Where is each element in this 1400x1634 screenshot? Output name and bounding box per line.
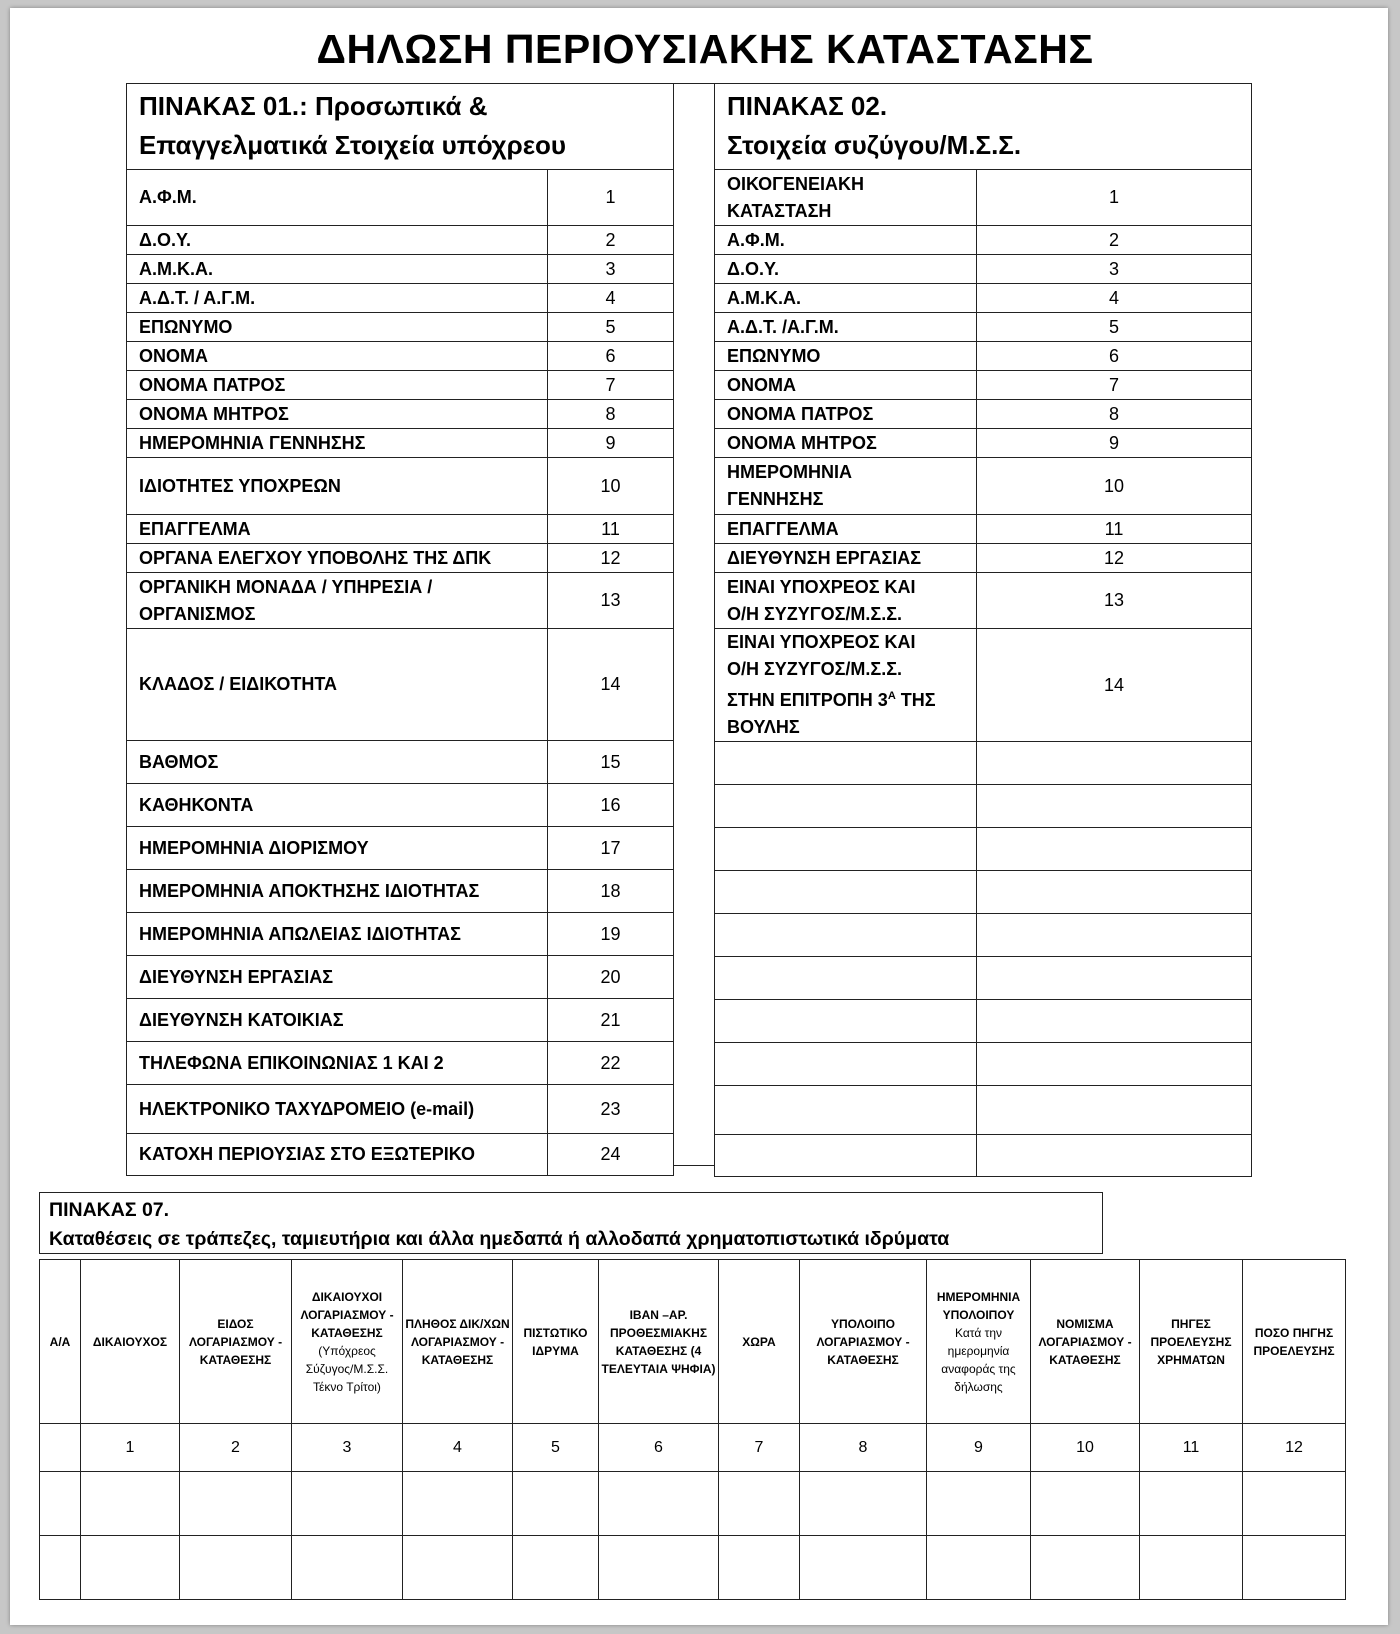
table-02-empty-row xyxy=(715,1135,1252,1177)
table-07-column-header xyxy=(40,1260,81,1424)
table-02-row-label-text: ΕΙΝΑΙ ΥΠΟΧΡΕΟΣ ΚΑΙ Ο/Η ΣΥΖΥΓΟΣ/Μ.Σ.Σ. ΣΤΗΝ ΕΠΙΤΡΟΠΗ 3 xyxy=(727,632,916,710)
table-01-row xyxy=(127,342,674,371)
table-01-row xyxy=(127,313,674,342)
table-07-column-number xyxy=(40,1424,81,1472)
table-07-column-header xyxy=(719,1260,800,1424)
table-02-row-number: 9 xyxy=(977,429,1252,458)
table-07-empty-cell[interactable] xyxy=(180,1472,292,1536)
table-02-row xyxy=(715,371,1252,400)
table-07-title xyxy=(39,1192,1103,1254)
table-01-row-label: ΕΠΩΝΥΜΟ xyxy=(127,313,548,342)
column-header-title: ΔΙΚΑΙΟΥΧΟΣ xyxy=(92,1334,168,1349)
table-01-title-line1: ΠΙΝΑΚΑΣ 01.: Προσωπικά & xyxy=(139,91,488,121)
table-07-empty-cell[interactable] xyxy=(719,1536,800,1600)
table-01-row-label: ΟΝΟΜΑ xyxy=(127,342,548,371)
column-header-title: ΠΛΗΘΟΣ ΔΙΚ/ΧΩΝ ΛΟΓΑΡΙΑΣΜΟΥ - ΚΑΤΑΘΕΣΗΣ xyxy=(405,1316,510,1367)
table-02-empty-cell[interactable] xyxy=(715,1043,977,1086)
table-07-column-number: 2 xyxy=(180,1424,292,1472)
table-02-row-label: Δ.Ο.Υ. xyxy=(715,255,977,284)
column-header-title: ΗΜΕΡΟΜΗΝΙΑ ΥΠΟΛΟΙΠΟΥ xyxy=(936,1289,1021,1322)
table-07-empty-row xyxy=(40,1536,1346,1600)
table-07-empty-cell[interactable] xyxy=(800,1472,927,1536)
table-02-empty-cell[interactable] xyxy=(715,914,977,957)
table-01-row xyxy=(127,999,674,1042)
table-02-row-number: 7 xyxy=(977,371,1252,400)
table-02-row-number: 6 xyxy=(977,342,1252,371)
table-02-row xyxy=(715,458,1252,515)
table-07-number-row xyxy=(40,1424,1346,1472)
table-07-column-header xyxy=(180,1260,292,1424)
table-02-row-label xyxy=(715,629,977,742)
table-07-empty-cell[interactable] xyxy=(180,1536,292,1600)
table-02-row xyxy=(715,255,1252,284)
column-header-note: (Υπόχρεος Σύζυγος/Μ.Σ.Σ. Τέκνο Τρίτοι) xyxy=(305,1343,389,1394)
table-02-empty-row xyxy=(715,957,1252,1000)
table-01-row xyxy=(127,255,674,284)
table-01-row-number: 18 xyxy=(548,870,674,913)
table-07-title-line2: Καταθέσεις σε τράπεζες, ταμιευτήρια και άλλα ημεδαπά ή αλλοδαπά χρηματοπιστωτικά ιδρύματα xyxy=(49,1228,950,1250)
table-02-row-number: 12 xyxy=(977,544,1252,573)
table-02-row-label: Α.Δ.Τ. /Α.Γ.Μ. xyxy=(715,313,977,342)
table-02-row-label: ΟΝΟΜΑ ΜΗΤΡΟΣ xyxy=(715,429,977,458)
table-07-empty-cell[interactable] xyxy=(1031,1536,1140,1600)
table-01-row-label: Α.Φ.Μ. xyxy=(127,170,548,226)
table-01-row-label: ΙΔΙΟΤΗΤΕΣ ΥΠΟΧΡΕΩΝ xyxy=(127,458,548,515)
table-01-row-label: Δ.Ο.Υ. xyxy=(127,226,548,255)
table-02-row xyxy=(715,629,1252,742)
declaration-page xyxy=(10,8,1388,1625)
table-07-empty-cell[interactable] xyxy=(927,1536,1031,1600)
table-02-row-label: ΕΠΩΝΥΜΟ xyxy=(715,342,977,371)
table-02-header xyxy=(715,84,1252,170)
page-title: ΔΗΛΩΣΗ ΠΕΡΙΟΥΣΙΑΚΗΣ ΚΑΤΑΣΤΑΣΗΣ xyxy=(316,26,1094,72)
table-02-empty-row xyxy=(715,1000,1252,1043)
column-header-title: Α/Α xyxy=(49,1334,71,1349)
table-01-row-label: ΒΑΘΜΟΣ xyxy=(127,741,548,784)
table-01-row xyxy=(127,573,674,629)
table-07-column-number: 1 xyxy=(81,1424,180,1472)
table-07-empty-cell[interactable] xyxy=(1031,1472,1140,1536)
table-07-column-header xyxy=(800,1260,927,1424)
table-07-column-number: 3 xyxy=(292,1424,403,1472)
table-01-row xyxy=(127,429,674,458)
table-02-empty-row xyxy=(715,914,1252,957)
table-07-empty-cell[interactable] xyxy=(513,1472,599,1536)
table-01-row-label: ΚΑΤΟΧΗ ΠΕΡΙΟΥΣΙΑΣ ΣΤΟ ΕΞΩΤΕΡΙΚΟ xyxy=(127,1134,548,1176)
table-01-row-label: ΟΝΟΜΑ ΜΗΤΡΟΣ xyxy=(127,400,548,429)
table-07-empty-cell[interactable] xyxy=(599,1536,719,1600)
table-02-row xyxy=(715,226,1252,255)
table-02-empty-cell[interactable] xyxy=(715,828,977,871)
table-02-empty-cell[interactable] xyxy=(977,1086,1252,1135)
table-01-row-label: ΗΜΕΡΟΜΗΝΙΑ ΔΙΟΡΙΣΜΟΥ xyxy=(127,827,548,870)
table-07-empty-cell[interactable] xyxy=(1140,1536,1243,1600)
table-07-empty-cell[interactable] xyxy=(719,1472,800,1536)
table-07-empty-cell[interactable] xyxy=(40,1472,81,1536)
table-01-row-label: ΟΡΓΑΝΙΚΗ ΜΟΝΑΔΑ / ΥΠΗΡΕΣΙΑ / ΟΡΓΑΝΙΣΜΟΣ xyxy=(127,573,548,629)
table-02-row-label: ΕΠΑΓΓΕΛΜΑ xyxy=(715,515,977,544)
table-01-row xyxy=(127,1042,674,1085)
table-01-row-label: Α.Μ.Κ.Α. xyxy=(127,255,548,284)
table-01-row-number: 11 xyxy=(548,515,674,544)
table-01-row-number: 13 xyxy=(548,573,674,629)
table-01-row-label: ΗΜΕΡΟΜΗΝΙΑ ΓΕΝΝΗΣΗΣ xyxy=(127,429,548,458)
table-07-column-number: 6 xyxy=(599,1424,719,1472)
table-02-empty-cell[interactable] xyxy=(715,871,977,914)
table-02-row-number: 3 xyxy=(977,255,1252,284)
table-02-empty-row xyxy=(715,871,1252,914)
table-07-empty-cell[interactable] xyxy=(800,1536,927,1600)
table-01-row xyxy=(127,629,674,741)
table-01-title-line2: Επαγγελματικά Στοιχεία υπόχρεου xyxy=(139,130,567,160)
table-01-row-label: ΕΠΑΓΓΕΛΜΑ xyxy=(127,515,548,544)
table-01-row-number: 23 xyxy=(548,1085,674,1134)
table-01-row-number: 15 xyxy=(548,741,674,784)
table-07-column-number: 4 xyxy=(403,1424,513,1472)
table-02-empty-cell[interactable] xyxy=(977,1043,1252,1086)
table-01-row-number: 8 xyxy=(548,400,674,429)
table-01-row xyxy=(127,956,674,999)
table-02-empty-cell[interactable] xyxy=(977,957,1252,1000)
table-02-row-number: 10 xyxy=(977,458,1252,515)
table-01-row-label: ΗΜΕΡΟΜΗΝΙΑ ΑΠΩΛΕΙΑΣ ΙΔΙΟΤΗΤΑΣ xyxy=(127,913,548,956)
table-07 xyxy=(39,1259,1346,1600)
table-01-row xyxy=(127,284,674,313)
table-07-empty-row xyxy=(40,1472,1346,1536)
table-01-row xyxy=(127,870,674,913)
table-07-empty-cell[interactable] xyxy=(403,1472,513,1536)
table-02-title-line1: ΠΙΝΑΚΑΣ 02. xyxy=(727,91,888,121)
table-02-row xyxy=(715,400,1252,429)
column-header-title: ΠΙΣΤΩΤΙΚΟ ΙΔΡΥΜΑ xyxy=(523,1325,588,1358)
table-07-column-number: 9 xyxy=(927,1424,1031,1472)
table-02-empty-row xyxy=(715,828,1252,871)
table-02-empty-cell[interactable] xyxy=(715,957,977,1000)
table-07-column-header xyxy=(81,1260,180,1424)
table-02-row-label: ΟΝΟΜΑ xyxy=(715,371,977,400)
table-01-row-number: 1 xyxy=(548,170,674,226)
table-02-empty-row xyxy=(715,1086,1252,1135)
table-01-row-label: ΟΡΓΑΝΑ ΕΛΕΓΧΟΥ ΥΠΟΒΟΛΗΣ ΤΗΣ ΔΠΚ xyxy=(127,544,548,573)
table-02-row-label-tail: ΤΗΣ ΒΟΥΛΗΣ xyxy=(727,690,936,737)
table-07-empty-cell[interactable] xyxy=(403,1536,513,1600)
table-02-row-number: 14 xyxy=(977,629,1252,742)
table-01-row-number: 14 xyxy=(548,629,674,741)
table-01-row-number: 20 xyxy=(548,956,674,999)
table-07-empty-cell[interactable] xyxy=(1243,1472,1346,1536)
table-01 xyxy=(126,83,674,1176)
table-01-row xyxy=(127,458,674,515)
table-07-title-line1: ΠΙΝΑΚΑΣ 07. xyxy=(49,1199,170,1221)
table-01-row xyxy=(127,1085,674,1134)
table-07-empty-cell[interactable] xyxy=(40,1536,81,1600)
table-02-row xyxy=(715,284,1252,313)
table-01-row-label: ΗΛΕΚΤΡΟΝΙΚΟ ΤΑΧΥΔΡΟΜΕΙΟ (e-mail) xyxy=(127,1085,548,1134)
table-02-empty-cell[interactable] xyxy=(977,1135,1252,1177)
column-header-title: ΔΙΚΑΙΟΥΧΟΙ ΛΟΓΑΡΙΑΣΜΟΥ - ΚΑΤΑΘΕΣΗΣ xyxy=(300,1289,394,1340)
table-01-row xyxy=(127,515,674,544)
table-07-column-number: 7 xyxy=(719,1424,800,1472)
table-07-empty-cell[interactable] xyxy=(81,1536,180,1600)
table-02-title-line2: Στοιχεία συζύγου/Μ.Σ.Σ. xyxy=(727,130,1022,160)
table-02-row-label: ΗΜΕΡΟΜΗΝΙΑ ΓΕΝΝΗΣΗΣ xyxy=(715,458,977,515)
table-separator xyxy=(673,83,714,1166)
column-header-title: ΠΗΓΕΣ ΠΡΟΕΛΕΥΣΗΣ ΧΡΗΜΑΤΩΝ xyxy=(1150,1316,1232,1367)
table-02-empty-cell[interactable] xyxy=(715,785,977,828)
column-header-note: Κατά την ημερομηνία αναφοράς της δήλωσης xyxy=(941,1325,1016,1394)
table-02-empty-cell[interactable] xyxy=(977,1000,1252,1043)
table-02-row xyxy=(715,313,1252,342)
table-02-row xyxy=(715,170,1252,226)
column-header-title: ΕΙΔΟΣ ΛΟΓΑΡΙΑΣΜΟΥ - ΚΑΤΑΘΕΣΗΣ xyxy=(188,1316,283,1367)
table-02-row-label: ΕΙΝΑΙ ΥΠΟΧΡΕΟΣ ΚΑΙ Ο/Η ΣΥΖΥΓΟΣ/Μ.Σ.Σ. xyxy=(715,573,977,629)
table-01-row xyxy=(127,371,674,400)
table-07-column-number: 11 xyxy=(1140,1424,1243,1472)
table-07-empty-cell[interactable] xyxy=(81,1472,180,1536)
table-02-row-label: ΟΙΚΟΓΕΝΕΙΑΚΗ ΚΑΤΑΣΤΑΣΗ xyxy=(715,170,977,226)
table-01-row-number: 10 xyxy=(548,458,674,515)
table-02-empty-cell[interactable] xyxy=(977,785,1252,828)
table-01-header xyxy=(127,84,674,170)
table-07-column-number: 8 xyxy=(800,1424,927,1472)
table-01-row-number: 16 xyxy=(548,784,674,827)
table-02-row-number: 1 xyxy=(977,170,1252,226)
table-07-column-header xyxy=(1243,1260,1346,1424)
table-02-empty-row xyxy=(715,742,1252,785)
table-01-row-number: 24 xyxy=(548,1134,674,1176)
table-07-column-header xyxy=(927,1260,1031,1424)
table-07-column-header xyxy=(599,1260,719,1424)
table-07-empty-cell[interactable] xyxy=(927,1472,1031,1536)
table-02-empty-cell[interactable] xyxy=(715,1086,977,1135)
table-02-empty-cell[interactable] xyxy=(715,742,977,785)
table-07-column-number: 10 xyxy=(1031,1424,1140,1472)
table-01-row-number: 4 xyxy=(548,284,674,313)
table-01-row xyxy=(127,913,674,956)
table-07-column-header xyxy=(1031,1260,1140,1424)
table-02-row-label: Α.Φ.Μ. xyxy=(715,226,977,255)
table-07-column-header xyxy=(292,1260,403,1424)
table-02-row-number: 5 xyxy=(977,313,1252,342)
table-01-row-number: 5 xyxy=(548,313,674,342)
table-07-empty-cell[interactable] xyxy=(292,1536,403,1600)
table-02-row-number: 2 xyxy=(977,226,1252,255)
table-07-column-header xyxy=(403,1260,513,1424)
table-01-row-label: ΗΜΕΡΟΜΗΝΙΑ ΑΠΟΚΤΗΣΗΣ ΙΔΙΟΤΗΤΑΣ xyxy=(127,870,548,913)
table-02-empty-cell[interactable] xyxy=(977,914,1252,957)
column-header-title: ΠΟΣΟ ΠΗΓΗΣ ΠΡΟΕΛΕΥΣΗΣ xyxy=(1253,1325,1335,1358)
table-01-row xyxy=(127,544,674,573)
table-02-row-number: 11 xyxy=(977,515,1252,544)
table-01-row-number: 17 xyxy=(548,827,674,870)
table-01-row-label: ΚΛΑΔΟΣ / ΕΙΔΙΚΟΤΗΤΑ xyxy=(127,629,548,741)
table-01-row-label: ΔΙΕΥΘΥΝΣΗ ΚΑΤΟΙΚΙΑΣ xyxy=(127,999,548,1042)
table-01-row-number: 22 xyxy=(548,1042,674,1085)
table-01-row-number: 9 xyxy=(548,429,674,458)
table-02-empty-cell[interactable] xyxy=(977,828,1252,871)
table-02-row-label: ΟΝΟΜΑ ΠΑΤΡΟΣ xyxy=(715,400,977,429)
table-01-row xyxy=(127,400,674,429)
table-07-empty-cell[interactable] xyxy=(292,1472,403,1536)
table-02-row xyxy=(715,429,1252,458)
table-01-row-number: 19 xyxy=(548,913,674,956)
table-02-empty-row xyxy=(715,1043,1252,1086)
table-01-row-label: ΟΝΟΜΑ ΠΑΤΡΟΣ xyxy=(127,371,548,400)
table-07-empty-cell[interactable] xyxy=(1243,1536,1346,1600)
table-01-row-number: 7 xyxy=(548,371,674,400)
table-02-empty-cell[interactable] xyxy=(977,742,1252,785)
superscript: Α xyxy=(887,690,896,702)
table-02-empty-cell[interactable] xyxy=(977,871,1252,914)
table-01-row xyxy=(127,784,674,827)
table-02-row-number: 8 xyxy=(977,400,1252,429)
table-01-row-number: 2 xyxy=(548,226,674,255)
table-07-empty-cell[interactable] xyxy=(599,1472,719,1536)
table-02-empty-cell[interactable] xyxy=(715,1135,977,1177)
table-01-row xyxy=(127,226,674,255)
table-02-row xyxy=(715,515,1252,544)
table-01-row xyxy=(127,827,674,870)
table-01-row-number: 6 xyxy=(548,342,674,371)
table-01-row-number: 3 xyxy=(548,255,674,284)
column-header-title: IBAN –ΑΡ. ΠΡΟΘΕΣΜΙΑΚΗΣ ΚΑΤΑΘΕΣΗΣ (4 ΤΕΛΕΥΤΑΙΑ ΨΗΦΙΑ) xyxy=(601,1307,716,1376)
table-02-row-label: Α.Μ.Κ.Α. xyxy=(715,284,977,313)
table-07-column-number: 5 xyxy=(513,1424,599,1472)
table-07-empty-cell[interactable] xyxy=(1140,1472,1243,1536)
table-02-row-number: 13 xyxy=(977,573,1252,629)
table-02-empty-row xyxy=(715,785,1252,828)
table-01-row xyxy=(127,1134,674,1176)
table-02-row xyxy=(715,573,1252,629)
column-header-title: ΧΩΡΑ xyxy=(742,1334,776,1349)
table-07-header-row xyxy=(40,1260,1346,1424)
table-02-empty-cell[interactable] xyxy=(715,1000,977,1043)
table-07-column-header xyxy=(1140,1260,1243,1424)
table-02-row-label: ΔΙΕΥΘΥΝΣΗ ΕΡΓΑΣΙΑΣ xyxy=(715,544,977,573)
table-01-row xyxy=(127,170,674,226)
table-01-row-number: 21 xyxy=(548,999,674,1042)
column-header-title: ΥΠΟΛΟΙΠΟ ΛΟΓΑΡΙΑΣΜΟΥ - ΚΑΤΑΘΕΣΗΣ xyxy=(816,1316,910,1367)
table-02 xyxy=(714,83,1252,1177)
table-07-column-header xyxy=(513,1260,599,1424)
table-01-row-label: ΤΗΛΕΦΩΝΑ ΕΠΙΚΟΙΝΩΝΙΑΣ 1 ΚΑΙ 2 xyxy=(127,1042,548,1085)
table-01-row-number: 12 xyxy=(548,544,674,573)
table-07-empty-cell[interactable] xyxy=(513,1536,599,1600)
table-07-column-number: 12 xyxy=(1243,1424,1346,1472)
table-02-row xyxy=(715,342,1252,371)
column-header-title: ΝΟΜΙΣΜΑ ΛΟΓΑΡΙΑΣΜΟΥ - ΚΑΤΑΘΕΣΗΣ xyxy=(1038,1316,1132,1367)
table-02-row xyxy=(715,544,1252,573)
table-01-row-label: ΚΑΘΗΚΟΝΤΑ xyxy=(127,784,548,827)
table-01-row xyxy=(127,741,674,784)
table-01-row-label: Α.Δ.Τ. / Α.Γ.Μ. xyxy=(127,284,548,313)
table-01-row-label: ΔΙΕΥΘΥΝΣΗ ΕΡΓΑΣΙΑΣ xyxy=(127,956,548,999)
table-02-row-number: 4 xyxy=(977,284,1252,313)
